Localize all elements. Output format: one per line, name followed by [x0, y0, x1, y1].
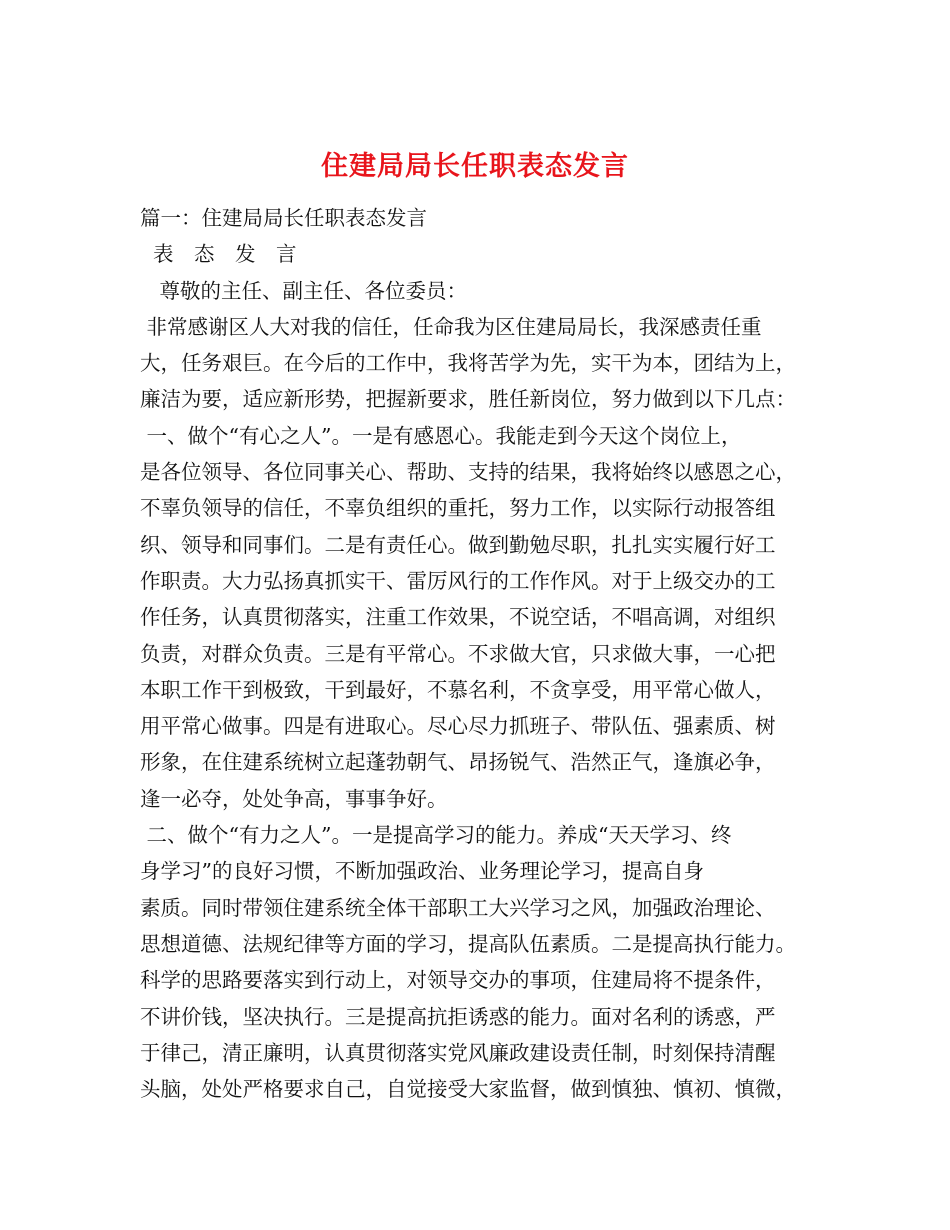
- text-line: 负责，对群众负责。三是有平常心。不求做大官，只求做大事，一心把: [140, 641, 776, 666]
- text-line: 用平常心做事。四是有进取心。尽心尽力抓班子、带队伍、强素质、树: [140, 714, 776, 739]
- text-line: 一、做个“有心之人”。一是有感恩心。我能走到今天这个岗位上，: [140, 423, 742, 448]
- text-line: 尊敬的主任、副主任、各位委员：: [140, 278, 468, 303]
- text-line: 思想道德、法规纪律等方面的学习，提高队伍素质。二是提高执行能力。: [140, 931, 796, 956]
- text-line: 表 态 发 言: [140, 242, 297, 267]
- text-line: 逢一必夺，处处争高，事事争好。: [140, 786, 448, 811]
- text-line: 廉洁为要，适应新形势，把握新要求，胜任新岗位，努力做到以下几点：: [140, 387, 796, 412]
- text-line: 大，任务艰巨。在今后的工作中，我将苦学为先，实干为本，团结为上，: [140, 351, 796, 376]
- text-line: 不讲价钱，坚决执行。三是提高抗拒诱惑的能力。面对名利的诱惑，严: [140, 1004, 776, 1029]
- text-line: 织、领导和同事们。二是有责任心。做到勤勉尽职，扎扎实实履行好工: [140, 532, 776, 557]
- text-line: 作任务，认真贯彻落实，注重工作效果，不说空话，不唱高调，对组织: [140, 605, 776, 630]
- text-line: 于律己，清正廉明，认真贯彻落实党风廉政建设责任制，时刻保持清醒: [140, 1040, 776, 1065]
- text-line: 不辜负领导的信任，不辜负组织的重托，努力工作，以实际行动报答组: [140, 496, 776, 521]
- document-title: 住建局局长任职表态发言: [321, 151, 629, 183]
- text-line: 素质。同时带领住建系统全体干部职工大兴学习之风，加强政治理论、: [140, 895, 776, 920]
- text-line: 非常感谢区人大对我的信任，任命我为区住建局局长，我深感责任重: [140, 314, 762, 339]
- text-line: 科学的思路要落实到行动上，对领导交办的事项，住建局将不提条件，: [140, 968, 776, 993]
- text-line: 二、做个“有力之人”。一是提高学习的能力。养成“天天学习、终: [140, 823, 732, 848]
- text-line: 头脑，处处严格要求自己，自觉接受大家监督，做到慎独、慎初、慎微，: [140, 1077, 796, 1102]
- document-body: [140, 200, 830, 1107]
- text-line: 本职工作干到极致，干到最好，不慕名利，不贪享受，用平常心做人，: [140, 677, 776, 702]
- text-line: 身学习”的良好习惯，不断加强政治、业务理论学习，提高自身: [140, 859, 704, 884]
- text-line: 作职责。大力弘扬真抓实干、雷厉风行的工作作风。对于上级交办的工: [140, 568, 776, 593]
- text-line: 形象，在住建系统树立起蓬勃朝气、昂扬锐气、浩然正气，逢旗必争，: [140, 750, 776, 775]
- text-line: 篇一：住建局局长任职表态发言: [140, 206, 427, 230]
- text-line: 是各位领导、各位同事关心、帮助、支持的结果，我将始终以感恩之心，: [140, 460, 796, 485]
